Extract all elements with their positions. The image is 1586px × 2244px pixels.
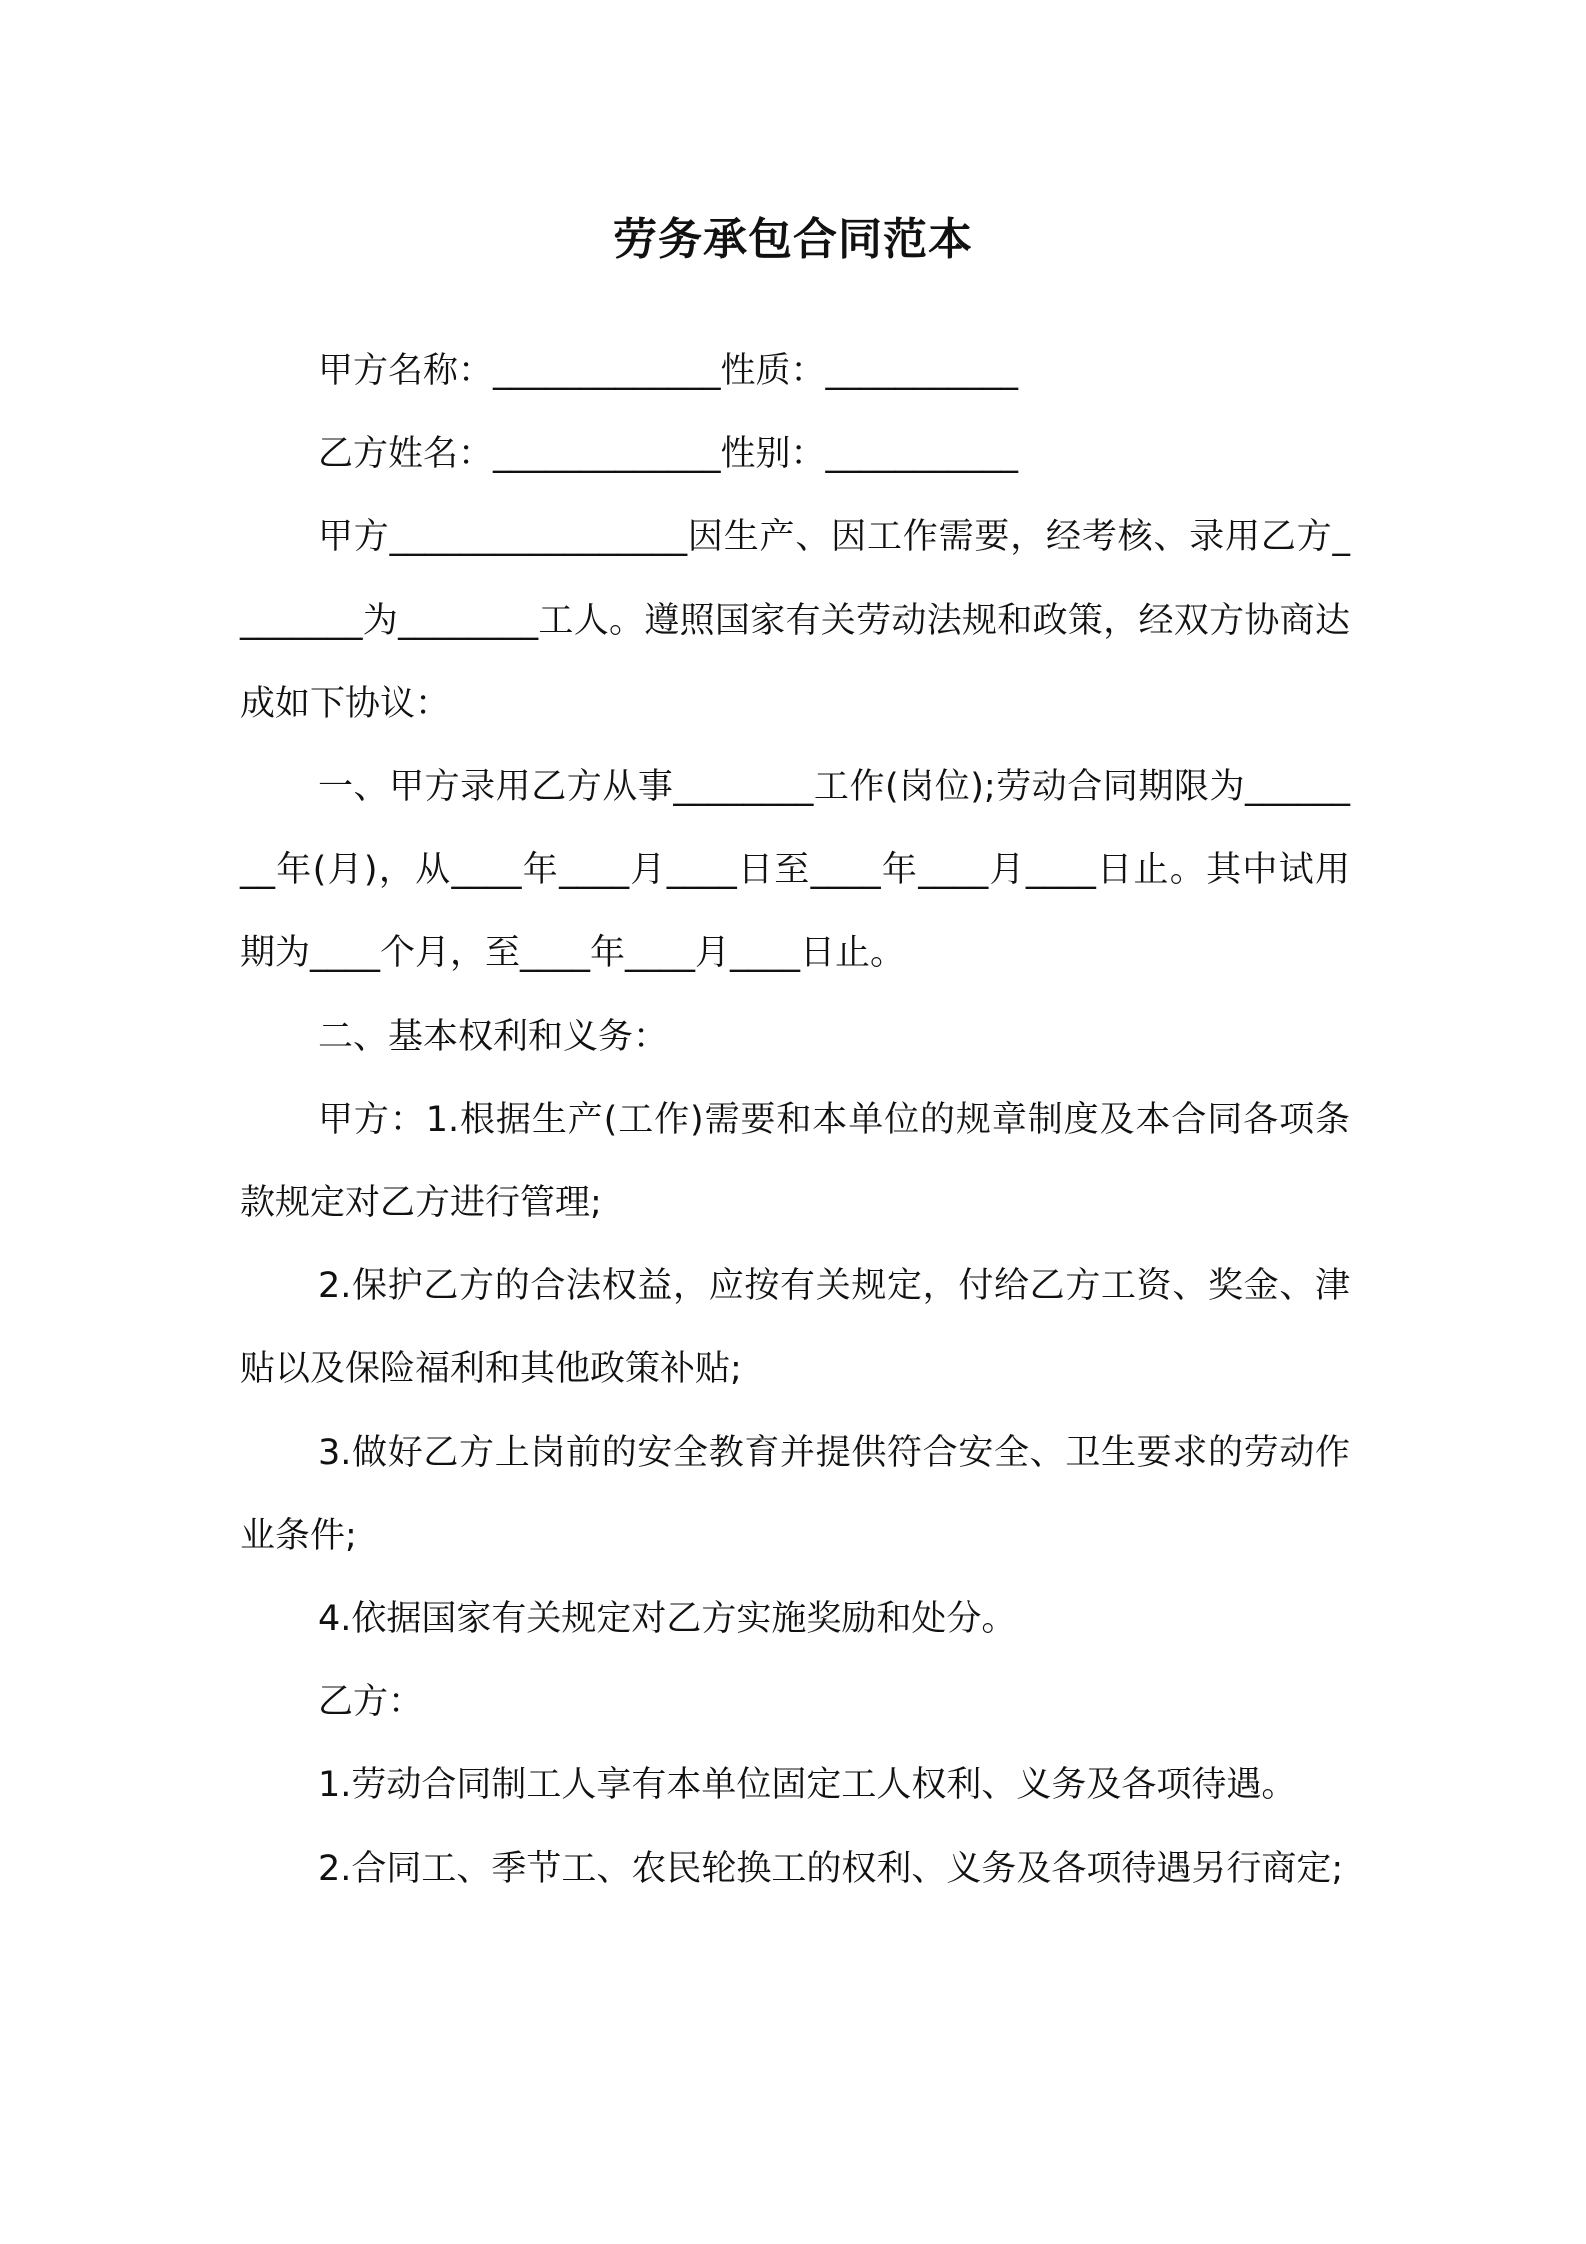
party-b-name-line: 乙方姓名：_____________性别：___________	[318, 434, 1019, 475]
party-b-right-2: 2.合同工、季节工、农民轮换工的权利、义务及各项待遇另行商定;	[318, 1848, 1344, 1889]
clause-1-paragraph: 一、甲方录用乙方从事________工作(岗位);劳动合同期限为________年(月)，从____年____月____日至____年____月____日止。其中试用期为____个月，至____年____月____日止。	[240, 767, 1350, 974]
party-a-name-line: 甲方名称：_____________性质：___________	[318, 351, 1019, 391]
party-a-duty-2: 2.保护乙方的合法权益，应按有关规定，付给乙方工资、奖金、津贴以及保险福利和其他政策补贴;	[240, 1266, 1350, 1390]
party-b-right-1: 1.劳动合同制工人享有本单位固定工人权利、义务及各项待遇。	[318, 1765, 1297, 1806]
party-b-heading: 乙方：	[318, 1682, 424, 1723]
party-a-duty-3: 3.做好乙方上岗前的安全教育并提供符合安全、卫生要求的劳动作业条件;	[240, 1432, 1350, 1556]
party-a-duty-1: 甲方：1.根据生产(工作)需要和本单位的规章制度及本合同各项条款规定对乙方进行管理;	[240, 1099, 1350, 1224]
clause-2-heading: 二、基本权利和义务：	[318, 1016, 669, 1057]
party-a-duty-4: 4.依据国家有关规定对乙方实施奖励和处分。	[318, 1599, 1017, 1640]
preamble-paragraph: 甲方_________________因生产、因工作需要，经考核、录用乙方________为________工人。遵照国家有关劳动法规和政策，经双方协商达成如下协议：	[240, 517, 1350, 724]
document-title: 劳务承包合同范本	[613, 214, 973, 265]
document-body	[240, 330, 1350, 1911]
